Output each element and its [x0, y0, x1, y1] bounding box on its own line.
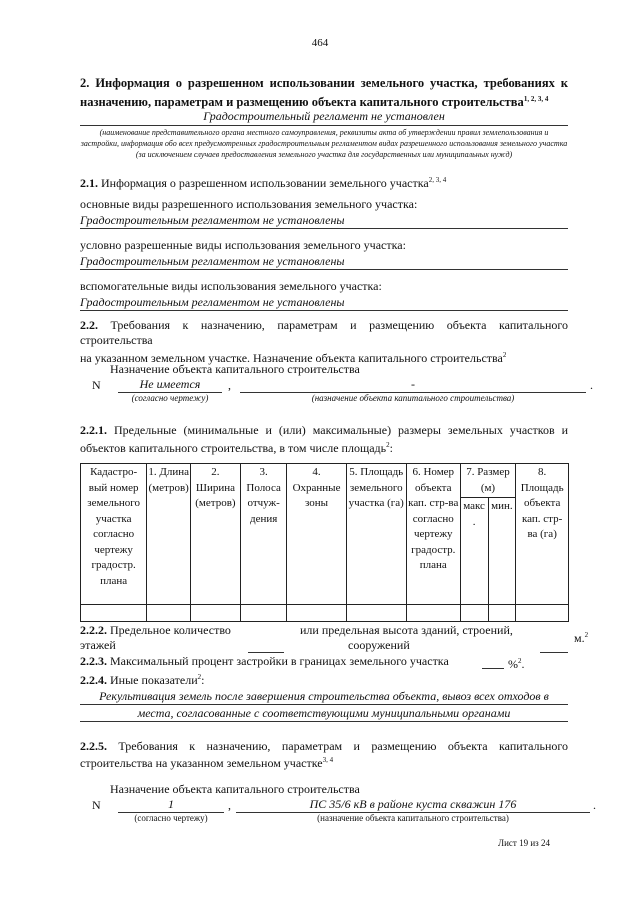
- header-size: 7. Размер (м): [460, 464, 516, 498]
- section-2-2-line1-text: Требования к назначению, параметрам и размещению объекта капитального: [110, 318, 569, 332]
- coverage-period: .: [521, 657, 525, 671]
- header-object-area: 8. Площадь объекта кап. стр-ва (га): [516, 464, 569, 605]
- section-2-2-3-text: Максимальный процент застройки в границах земельного участка: [110, 654, 449, 668]
- section-2-2-5-line1: [80, 739, 568, 754]
- section-2-2-1-text1: Предельные (минимальные и (или) максимальные) размеры земельных участков и: [113, 423, 569, 437]
- header-size-max: [460, 498, 488, 605]
- table-header-row: [81, 464, 569, 498]
- section-2-2-3: [80, 654, 449, 669]
- n-caption-2: (согласно чертежу): [134, 813, 208, 823]
- section-2-2-2-text-b: этажей: [80, 638, 116, 652]
- conditional-uses-label: условно разрешенные виды использования земельного участка:: [80, 238, 406, 252]
- n-comma: ,: [228, 378, 231, 392]
- section-2-2-4-sup: 2: [197, 673, 202, 681]
- header-width: 2. Ширина (метров): [191, 464, 241, 605]
- main-uses-value: Градостроительным регламентом не установлены: [80, 213, 345, 227]
- section-2-2-line2: строительства: [80, 333, 153, 347]
- table-cell: [346, 605, 406, 622]
- n-comma-2: ,: [228, 798, 231, 812]
- section-2-2-1-line1: [80, 423, 568, 438]
- coverage-unit-sup: 2: [518, 657, 522, 665]
- header-object-number: 6. Номер объекта кап. стр-ва согласно чертежу градостр. плана: [406, 464, 460, 605]
- n-value-2: 1: [168, 797, 174, 811]
- section-2-2-3-unit: [508, 654, 525, 672]
- purpose-label: Назначение объекта капитального строительства: [110, 362, 360, 376]
- other-indicators-underline-1: [80, 704, 568, 705]
- section-2-2-2-text-c: или предельная высота зданий, строений,: [300, 623, 513, 637]
- floors-value-line: [248, 652, 284, 653]
- n-caption: (согласно чертежу): [131, 393, 209, 403]
- section-2-title: [80, 75, 568, 110]
- height-value-line: [540, 652, 568, 653]
- section-2-1-title: Информация о разрешенном использовании земельного участка: [101, 176, 429, 190]
- section-2-2-2-unit: [574, 628, 588, 646]
- section-2-2-1-sup: 2: [386, 441, 390, 449]
- coverage-value-line: [482, 668, 504, 669]
- land-parameters-table: [80, 463, 569, 622]
- section-2-1-sup: 2, 3, 4: [428, 176, 447, 184]
- purpose-caption: (назначение объекта капитального строительства): [311, 393, 515, 403]
- auxiliary-uses-value: Градостроительным регламентом не установлены: [80, 295, 345, 309]
- table-cell: [516, 605, 569, 622]
- conditional-uses-value: Градостроительным регламентом не установлены: [80, 254, 345, 268]
- n-label: N: [92, 378, 101, 392]
- header-size-max-label: макс: [463, 500, 485, 512]
- table-cell: [406, 605, 460, 622]
- section-2-1-heading: [80, 173, 568, 191]
- section-2-2-2-number: 2.2.2.: [80, 623, 107, 637]
- purpose-caption-2: (назначение объекта капитального строительства): [317, 813, 509, 823]
- page-number: 464: [311, 37, 329, 49]
- header-size-max-dot: .: [472, 515, 476, 528]
- section-2-2-5-text1: Требования к назначению, параметрам и размещению объекта капитального: [118, 739, 569, 753]
- section-2-2-5-line2: [80, 753, 333, 771]
- height-unit-sup: 2: [584, 631, 589, 639]
- section-2-2-3-number: 2.2.3.: [80, 654, 107, 668]
- header-size-min: мин.: [488, 498, 516, 605]
- section-2-1-number: 2.1.: [80, 176, 98, 190]
- table-cell: [191, 605, 241, 622]
- coverage-unit: %: [508, 657, 518, 671]
- section-2-2-4-number: 2.2.4.: [80, 673, 107, 687]
- auxiliary-uses-label: вспомогательные виды использования земельного участка:: [80, 279, 382, 293]
- header-land-area: 5. Площадь земельного участка (га): [346, 464, 406, 605]
- purpose-period-2: .: [593, 798, 596, 812]
- section-2-2-5-text2: строительства на указанном земельном участке: [80, 756, 323, 770]
- n-value: Не имеется: [139, 377, 201, 391]
- section-2-2-2-text-d: сооружений: [348, 638, 410, 652]
- sheet-number: Лист 19 из 24: [498, 838, 550, 848]
- main-uses-underline: [80, 228, 568, 229]
- purpose-value: -: [411, 377, 415, 391]
- purpose-label-2: Назначение объекта капитального строительства: [110, 782, 360, 796]
- table-row: [81, 605, 569, 622]
- table-cell: [287, 605, 346, 622]
- height-unit: м.: [574, 631, 585, 645]
- section-2-2-line3-text: на указанном земельном участке. Назначение объекта капитального строительства: [80, 351, 503, 365]
- section-2-2-2-floors: Предельное количество: [110, 623, 231, 637]
- section-2-2-2-text-a: [80, 623, 231, 638]
- other-indicators-underline-2: [80, 721, 568, 722]
- main-uses-label: основные виды разрешенного использования земельного участка:: [80, 197, 418, 211]
- table-cell: [488, 605, 516, 622]
- header-strip: 3. Полоса отчуж-дения: [240, 464, 287, 605]
- regulation-value: Градостроительный регламент не установлен: [203, 109, 445, 123]
- table-cell: [460, 605, 488, 622]
- other-indicators-value-1: Рекультивация земель после завершения строительства объекта, вывоз всех отходов в: [99, 689, 549, 703]
- header-protected-zones: 4. Охранные зоны: [287, 464, 346, 605]
- header-cadastral: Кадастро-вый номер земельного участка согласно чертежу градостр. плана: [81, 464, 147, 605]
- regulation-note: (наименование представительного органа местного самоуправления, реквизиты акта об утверждении правил землепользования и застройки, информация обо всех предусмотренных градостроительным регламентом видах разрешенного использования земельного участка (за исключением случаев предоставления земельного участка для государственных или муниципальных нужд): [80, 128, 568, 159]
- n-label-2: N: [92, 798, 101, 812]
- purpose-period: .: [590, 378, 593, 392]
- conditional-uses-underline: [80, 269, 568, 270]
- section-2-2-1-text2: объектов капитального строительства, в том числе площадь: [80, 441, 387, 455]
- section-2-title-text: 2. Информация о разрешенном использовании земельного участка, требованиях к назначению, параметрам и размещению объекта капитального строительства: [80, 76, 568, 110]
- table-cell: [240, 605, 287, 622]
- table-cell: [81, 605, 147, 622]
- section-2-2-4: [80, 670, 204, 688]
- regulation-underline: [80, 125, 568, 126]
- section-2-2-4-colon: :: [201, 673, 205, 687]
- header-length: 1. Длина (метров): [147, 464, 191, 605]
- section-2-2-5-number: 2.2.5.: [80, 739, 107, 753]
- section-2-2-1-colon: :: [389, 441, 393, 455]
- section-2-2-4-text: Иные показатели: [110, 673, 198, 687]
- section-2-2-1-number: 2.2.1.: [80, 423, 107, 437]
- section-2-2-5-sup: 3, 4: [322, 756, 334, 764]
- purpose-value-2: ПС 35/6 кВ в районе куста скважин 176: [309, 797, 517, 811]
- other-indicators-value-2: места, согласованные с соответствующими муниципальными органами: [137, 706, 511, 720]
- table-cell: [147, 605, 191, 622]
- section-2-2-line3-sup: 2: [502, 351, 507, 359]
- section-2-2-line1: [80, 318, 568, 333]
- section-2-title-sup: 1, 2, 3, 4: [523, 95, 549, 103]
- section-2-2-number: 2.2.: [80, 318, 98, 332]
- auxiliary-uses-underline: [80, 310, 568, 311]
- section-2-2-1-line2: [80, 438, 393, 456]
